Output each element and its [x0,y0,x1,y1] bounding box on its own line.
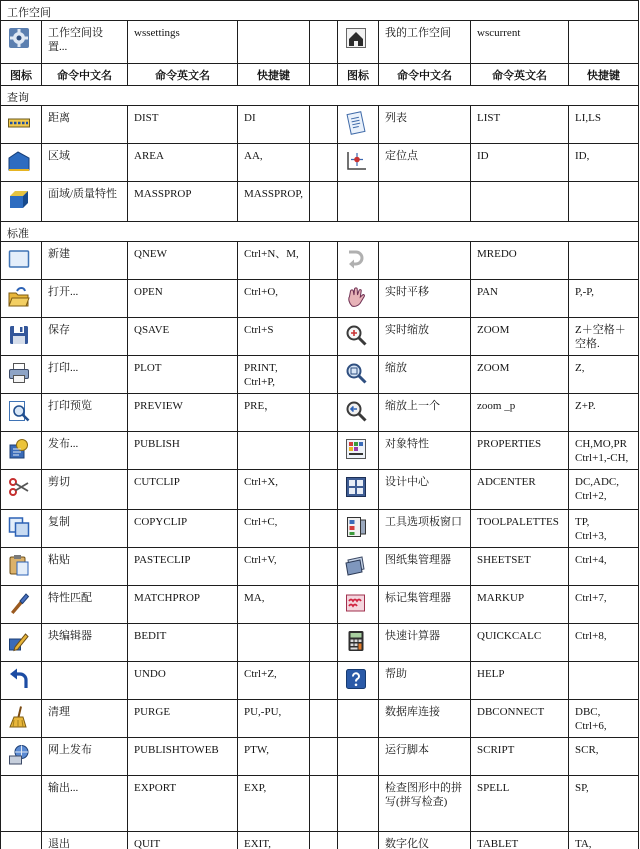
icon-cell [338,548,379,586]
command-row [1,776,639,832]
cut-icon [7,475,31,499]
properties-icon [344,437,368,461]
command-row [1,356,639,394]
command-en-cell: ID [471,144,569,182]
quick-calc-icon [344,629,368,653]
shortcut-cell: Ctrl+C, [238,510,310,548]
section-row [1,86,639,106]
new-icon [7,247,31,271]
shortcut-cell: SP, [569,776,639,832]
command-en-cell: PAN [471,280,569,318]
icon-cell [338,21,379,64]
shortcut-cell: PTW, [238,738,310,776]
column-header-cn: 命令中文名 [42,64,128,86]
shortcut-cell: MASSPROP, [238,182,310,222]
icon-cell [1,318,42,356]
icon-cell [338,432,379,470]
command-en-cell: MREDO [471,242,569,280]
command-row [1,624,639,662]
command-en-cell [471,182,569,222]
shortcut-cell: P,-P, [569,280,639,318]
command-en-cell: COPYCLIP [128,510,238,548]
pan-icon [344,285,368,309]
column-gap [310,106,338,144]
command-cn-cell: 缩放上一个 [379,394,471,432]
column-gap [310,470,338,510]
command-cn-cell: 剪切 [42,470,128,510]
shortcut-cell: DC,ADC, Ctrl+2, [569,470,639,510]
column-header-icon: 图标 [338,64,379,86]
shortcut-cell: EXIT, [238,832,310,849]
redo-icon [344,247,368,271]
shortcut-cell: PRINT, Ctrl+P, [238,356,310,394]
command-en-cell: ADCENTER [471,470,569,510]
markup-icon [344,591,368,615]
shortcut-cell: DBC, Ctrl+6, [569,700,639,738]
print-preview-icon [7,399,31,423]
icon-cell [1,738,42,776]
help-icon [344,667,368,691]
command-en-cell: PURGE [128,700,238,738]
shortcut-cell: Z＋空格＋ 空格. [569,318,639,356]
command-en-cell: PREVIEW [128,394,238,432]
command-en-cell: MASSPROP [128,182,238,222]
command-table-body [1,1,639,849]
icon-cell [1,280,42,318]
command-en-cell: QSAVE [128,318,238,356]
command-cn-cell: 清理 [42,700,128,738]
icon-cell [338,510,379,548]
command-en-cell: DBCONNECT [471,700,569,738]
command-cn-cell: 数据库连接 [379,700,471,738]
command-cn-cell: 帮助 [379,662,471,700]
command-cn-cell: 工具选项板窗口 [379,510,471,548]
command-en-cell: TOOLPALETTES [471,510,569,548]
command-cn-cell: 实时平移 [379,280,471,318]
column-gap [310,21,338,64]
shortcut-cell: TP, Ctrl+3, [569,510,639,548]
column-gap [310,432,338,470]
icon-cell [338,832,379,849]
icon-cell [1,432,42,470]
column-gap [310,318,338,356]
shortcut-cell [569,242,639,280]
command-row [1,144,639,182]
shortcut-cell [569,21,639,64]
command-row [1,586,639,624]
column-gap [310,586,338,624]
command-en-cell: QUICKCALC [471,624,569,662]
shortcut-cell: Ctrl+7, [569,586,639,624]
shortcut-cell: DI [238,106,310,144]
command-cn-cell: 距离 [42,106,128,144]
column-gap [310,242,338,280]
column-gap [310,738,338,776]
column-gap [310,832,338,849]
command-en-cell: LIST [471,106,569,144]
command-en-cell: TABLET [471,832,569,849]
publish-icon [7,437,31,461]
icon-cell [1,700,42,738]
command-cn-cell: 打印预览 [42,394,128,432]
column-header-cn: 命令中文名 [379,64,471,86]
icon-cell [1,356,42,394]
command-cn-cell: 快速计算器 [379,624,471,662]
shortcut-cell: Ctrl+V, [238,548,310,586]
command-en-cell: SPELL [471,776,569,832]
shortcut-cell: MA, [238,586,310,624]
command-cn-cell: 我的工作空间 [379,21,471,64]
command-en-cell: PUBLISH [128,432,238,470]
icon-cell [1,394,42,432]
icon-cell [1,586,42,624]
command-cn-cell: 对象特性 [379,432,471,470]
copy-icon [7,515,31,539]
icon-cell [338,242,379,280]
locate-point-icon [344,149,368,173]
shortcut-cell: TA, [569,832,639,849]
icon-cell [338,144,379,182]
command-cn-cell: 复制 [42,510,128,548]
command-en-cell: SCRIPT [471,738,569,776]
command-cn-cell: 工作空间设置... [42,21,128,64]
icon-cell [1,106,42,144]
command-en-cell: HELP [471,662,569,700]
icon-cell [338,738,379,776]
command-en-cell: UNDO [128,662,238,700]
command-cn-cell [379,182,471,222]
command-en-cell: ZOOM [471,356,569,394]
column-header-en: 命令英文名 [128,64,238,86]
section-title: 查询 [1,86,639,106]
command-cn-cell: 检查图形中的拼写(拼写检查) [379,776,471,832]
command-row [1,470,639,510]
column-gap [310,144,338,182]
command-en-cell: CUTCLIP [128,470,238,510]
command-row [1,510,639,548]
area-icon [7,149,31,173]
command-cn-cell: 发布... [42,432,128,470]
sheet-set-icon [344,553,368,577]
command-row [1,280,639,318]
icon-cell [338,624,379,662]
command-en-cell: EXPORT [128,776,238,832]
section-row [1,222,639,242]
command-en-cell: MARKUP [471,586,569,624]
section-row [1,1,639,21]
shortcut-cell: Ctrl+O, [238,280,310,318]
shortcut-cell: SCR, [569,738,639,776]
icon-cell [338,470,379,510]
command-cn-cell: 网上发布 [42,738,128,776]
icon-cell [338,318,379,356]
icon-cell [1,510,42,548]
command-row [1,432,639,470]
mass-properties-icon [7,187,31,211]
icon-cell [1,548,42,586]
open-icon [7,285,31,309]
command-en-cell: QNEW [128,242,238,280]
command-en-cell: ZOOM [471,318,569,356]
command-en-cell: MATCHPROP [128,586,238,624]
column-gap [310,280,338,318]
command-row [1,21,639,64]
publish-to-web-icon [7,743,31,767]
column-gap [310,394,338,432]
command-row [1,242,639,280]
command-cn-cell: 新建 [42,242,128,280]
command-en-cell: wssettings [128,21,238,64]
command-cn-cell: 退出 [42,832,128,849]
column-gap [310,662,338,700]
command-en-cell: PASTECLIP [128,548,238,586]
shortcut-cell [238,432,310,470]
icon-cell [338,394,379,432]
icon-cell [338,280,379,318]
shortcut-cell: Ctrl+S [238,318,310,356]
command-en-cell: SHEETSET [471,548,569,586]
command-row [1,738,639,776]
command-en-cell: AREA [128,144,238,182]
icon-cell [338,356,379,394]
column-header-en: 命令英文名 [471,64,569,86]
shortcut-cell: Z+P. [569,394,639,432]
command-en-cell: PROPERTIES [471,432,569,470]
shortcut-cell: Ctrl+Z, [238,662,310,700]
distance-icon [7,111,31,135]
match-properties-icon [7,591,31,615]
column-gap [310,548,338,586]
column-header-row [1,64,639,86]
save-icon [7,323,31,347]
icon-cell [1,242,42,280]
icon-cell [338,586,379,624]
icon-cell [1,776,42,832]
my-workspace-icon [344,26,368,50]
workspace-settings-icon [7,26,31,50]
command-row [1,662,639,700]
command-row [1,832,639,849]
undo-icon [7,667,31,691]
section-title: 工作空间 [1,1,639,21]
tool-palettes-icon [344,515,368,539]
column-gap [310,776,338,832]
shortcut-cell: PRE， [238,394,310,432]
shortcut-cell: EXP, [238,776,310,832]
icon-cell [1,662,42,700]
command-cn-cell: 打印... [42,356,128,394]
command-en-cell: zoom _p [471,394,569,432]
command-cn-cell: 块编辑器 [42,624,128,662]
icon-cell [1,21,42,64]
command-cn-cell: 运行脚本 [379,738,471,776]
shortcut-cell [569,662,639,700]
icon-cell [338,700,379,738]
column-gap [310,64,338,86]
column-gap [310,700,338,738]
command-cn-cell: 面域/质量特性 [42,182,128,222]
shortcut-cell: Ctrl+X, [238,470,310,510]
command-row [1,318,639,356]
command-cn-cell [379,242,471,280]
command-cn-cell: 设计中心 [379,470,471,510]
command-cn-cell: 缩放 [379,356,471,394]
section-title: 标准 [1,222,639,242]
command-cn-cell: 粘贴 [42,548,128,586]
command-cn-cell: 数字化仪 [379,832,471,849]
shortcut-cell: CH,MO,PR Ctrl+1,-CH, [569,432,639,470]
column-gap [310,182,338,222]
icon-cell [338,662,379,700]
icon-cell [1,832,42,849]
icon-cell [1,624,42,662]
icon-cell [1,144,42,182]
command-cn-cell: 图纸集管理器 [379,548,471,586]
command-en-cell: QUIT [128,832,238,849]
command-en-cell: PUBLISHTOWEB [128,738,238,776]
shortcut-cell: Ctrl+N、M, [238,242,310,280]
command-cn-cell: 打开... [42,280,128,318]
zoom-previous-icon [344,399,368,423]
icon-cell [1,470,42,510]
shortcut-cell: AA, [238,144,310,182]
shortcut-cell: LI,LS [569,106,639,144]
command-cn-cell [42,662,128,700]
command-en-cell: wscurrent [471,21,569,64]
command-row [1,106,639,144]
column-gap [310,510,338,548]
command-cn-cell: 保存 [42,318,128,356]
shortcut-cell: Ctrl+4, [569,548,639,586]
command-row [1,394,639,432]
shortcut-cell: Z, [569,356,639,394]
command-cn-cell: 标记集管理器 [379,586,471,624]
purge-icon [7,705,31,729]
realtime-zoom-icon [344,323,368,347]
paste-icon [7,553,31,577]
shortcut-cell [238,21,310,64]
icon-cell [338,182,379,222]
shortcut-cell: PU,-PU, [238,700,310,738]
column-header-icon: 图标 [1,64,42,86]
command-row [1,182,639,222]
command-en-cell: OPEN [128,280,238,318]
list-icon [344,111,368,135]
command-row [1,548,639,586]
shortcut-cell: Ctrl+8, [569,624,639,662]
column-header-shortcut: 快捷键 [569,64,639,86]
zoom-icon [344,361,368,385]
command-en-cell: DIST [128,106,238,144]
block-editor-icon [7,629,31,653]
command-cn-cell: 实时缩放 [379,318,471,356]
command-cn-cell: 区域 [42,144,128,182]
design-center-icon [344,475,368,499]
icon-cell [338,106,379,144]
column-header-shortcut: 快捷键 [238,64,310,86]
command-cn-cell: 特性匹配 [42,586,128,624]
column-gap [310,356,338,394]
shortcut-cell [569,182,639,222]
icon-cell [338,776,379,832]
plot-icon [7,361,31,385]
icon-cell [1,182,42,222]
shortcut-cell: ID, [569,144,639,182]
command-row [1,700,639,738]
command-en-cell: PLOT [128,356,238,394]
command-cn-cell: 列表 [379,106,471,144]
command-cn-cell: 输出... [42,776,128,832]
command-en-cell: BEDIT [128,624,238,662]
column-gap [310,624,338,662]
command-cn-cell: 定位点 [379,144,471,182]
shortcut-cell [238,624,310,662]
